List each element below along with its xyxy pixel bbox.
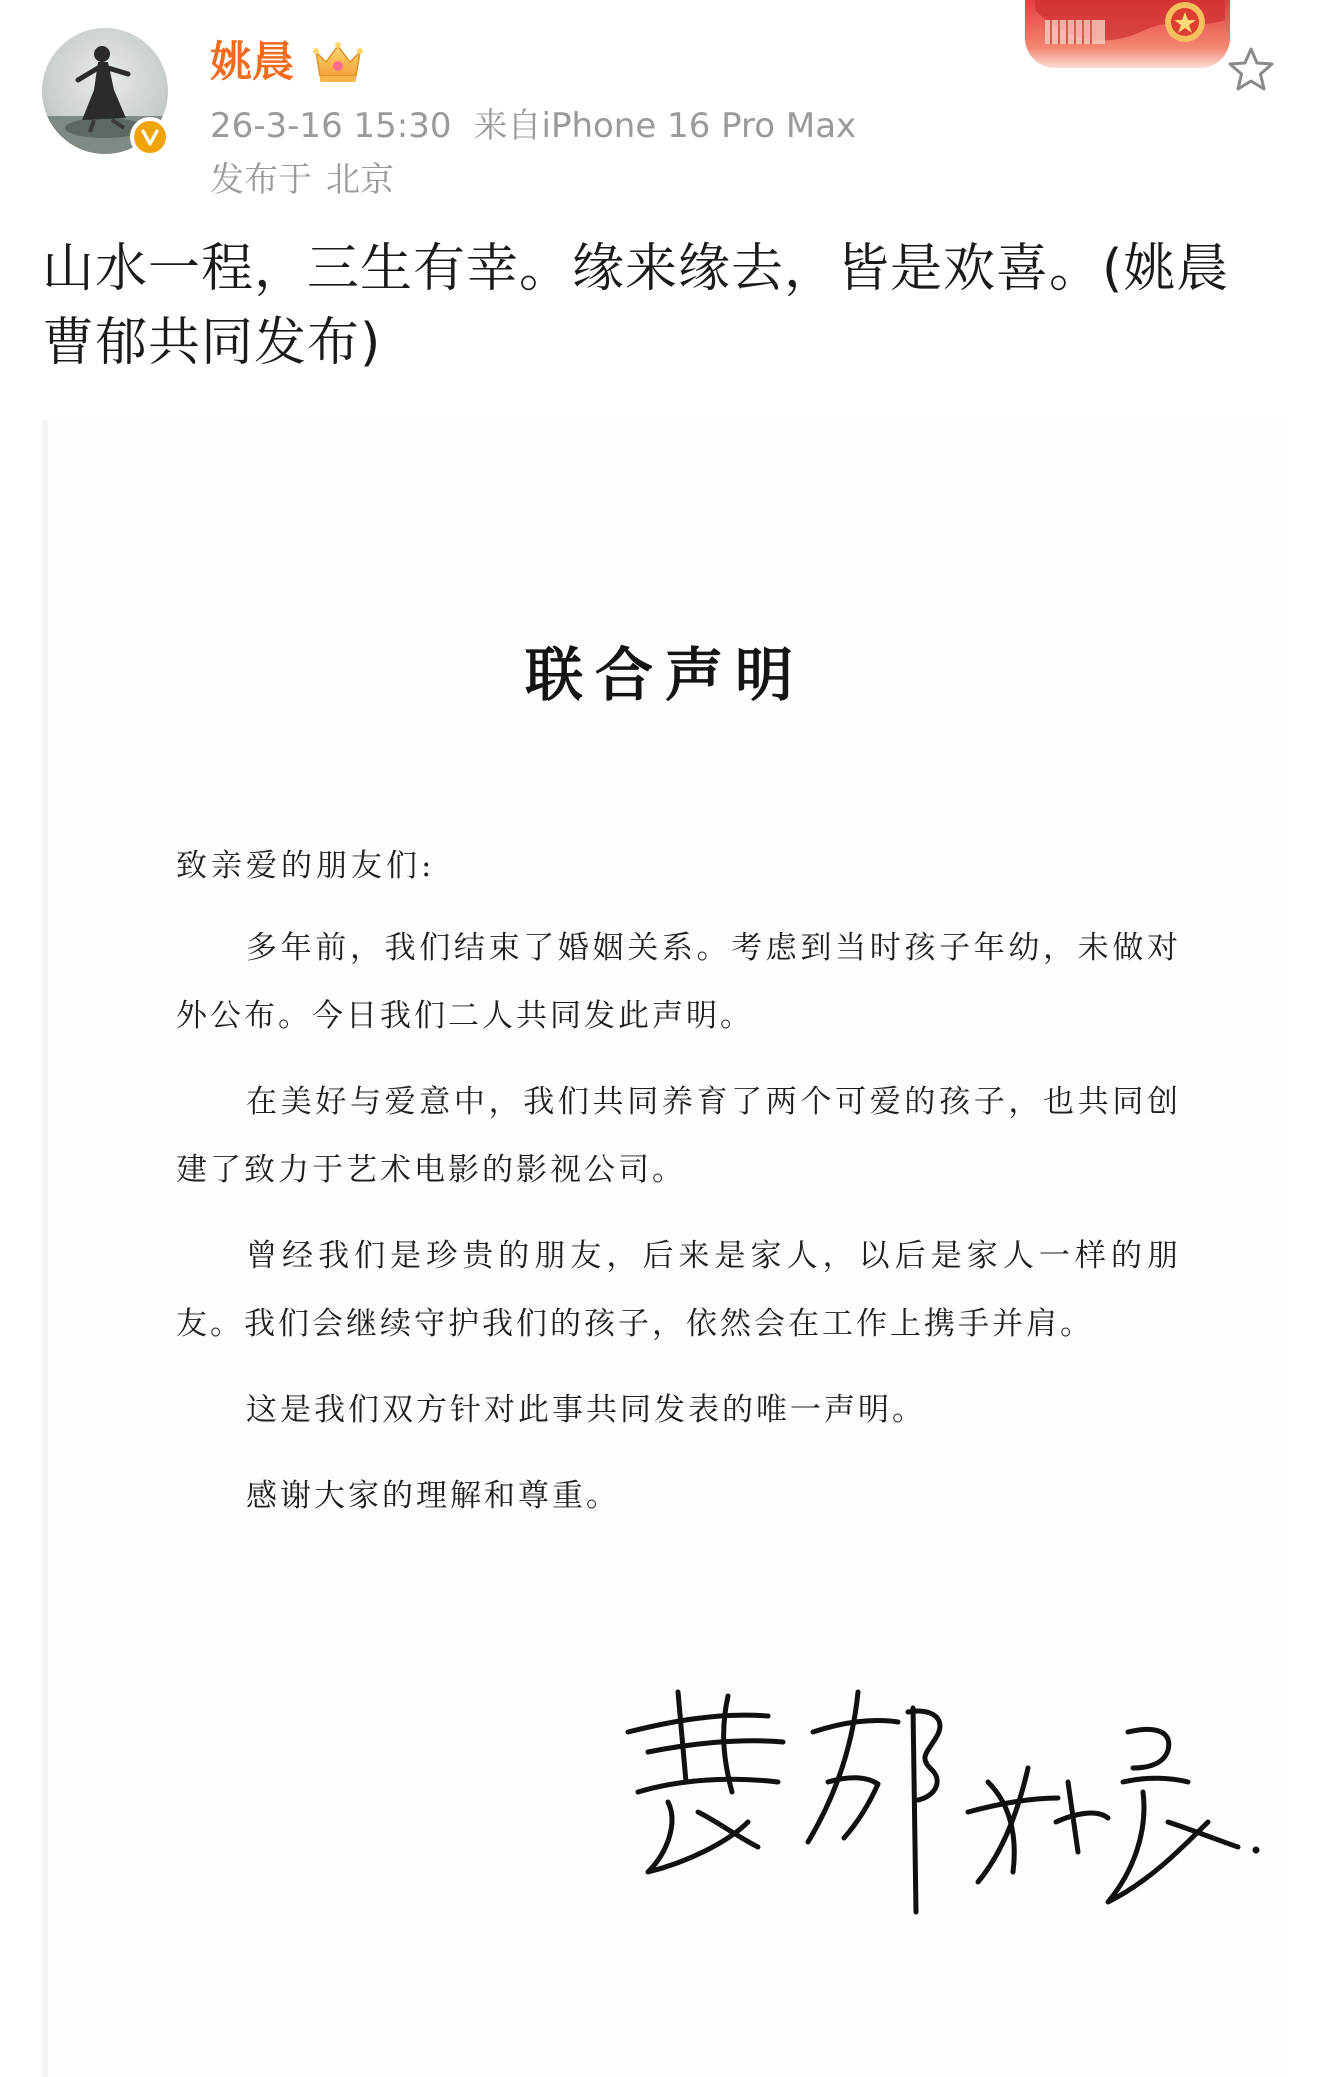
statement-greeting: 致亲爱的朋友们: xyxy=(176,848,436,884)
statement-image[interactable] xyxy=(42,420,1282,2077)
post-meta xyxy=(210,104,856,148)
statement-paragraph: 曾经我们是珍贵的朋友，后来是家人，以后是家人一样的朋友。我们会继续守护我们的孩子，依然会在工作上携手并肩。 xyxy=(176,1238,1181,1342)
location-prefix: 发布于 xyxy=(210,160,312,200)
verified-v-icon xyxy=(130,117,170,157)
crown-icon[interactable] xyxy=(310,38,366,86)
location-city[interactable]: 北京 xyxy=(326,160,394,200)
statement-title: 联合声明 xyxy=(524,641,805,709)
author-name[interactable]: 姚晨 xyxy=(210,37,295,86)
statement-paragraph: 在美好与爱意中，我们共同养育了两个可爱的孩子，也共同创建了致力于艺术电影的影视公司。 xyxy=(176,1084,1181,1188)
statement-paragraph: 这是我们双方针对此事共同发表的唯一声明。 xyxy=(246,1392,926,1428)
handwritten-signature xyxy=(608,1672,1268,1932)
post-location xyxy=(210,158,394,202)
post-source[interactable]: 来自iPhone 16 Pro Max xyxy=(473,106,857,146)
promo-banner[interactable] xyxy=(1025,0,1230,68)
statement-body xyxy=(176,914,1181,1548)
statement-paragraph: 感谢大家的理解和尊重。 xyxy=(246,1478,620,1514)
post-time: 26-3-16 15:30 xyxy=(210,106,452,146)
statement-paragraph: 多年前，我们结束了婚姻关系。考虑到当时孩子年幼，未做对外公布。今日我们二人共同发此声明。 xyxy=(176,930,1181,1034)
post-text: 山水一程，三生有幸。缘来缘去，皆是欢喜。(姚晨曹郁共同发布) xyxy=(42,239,1230,373)
star-icon[interactable] xyxy=(1225,44,1277,96)
